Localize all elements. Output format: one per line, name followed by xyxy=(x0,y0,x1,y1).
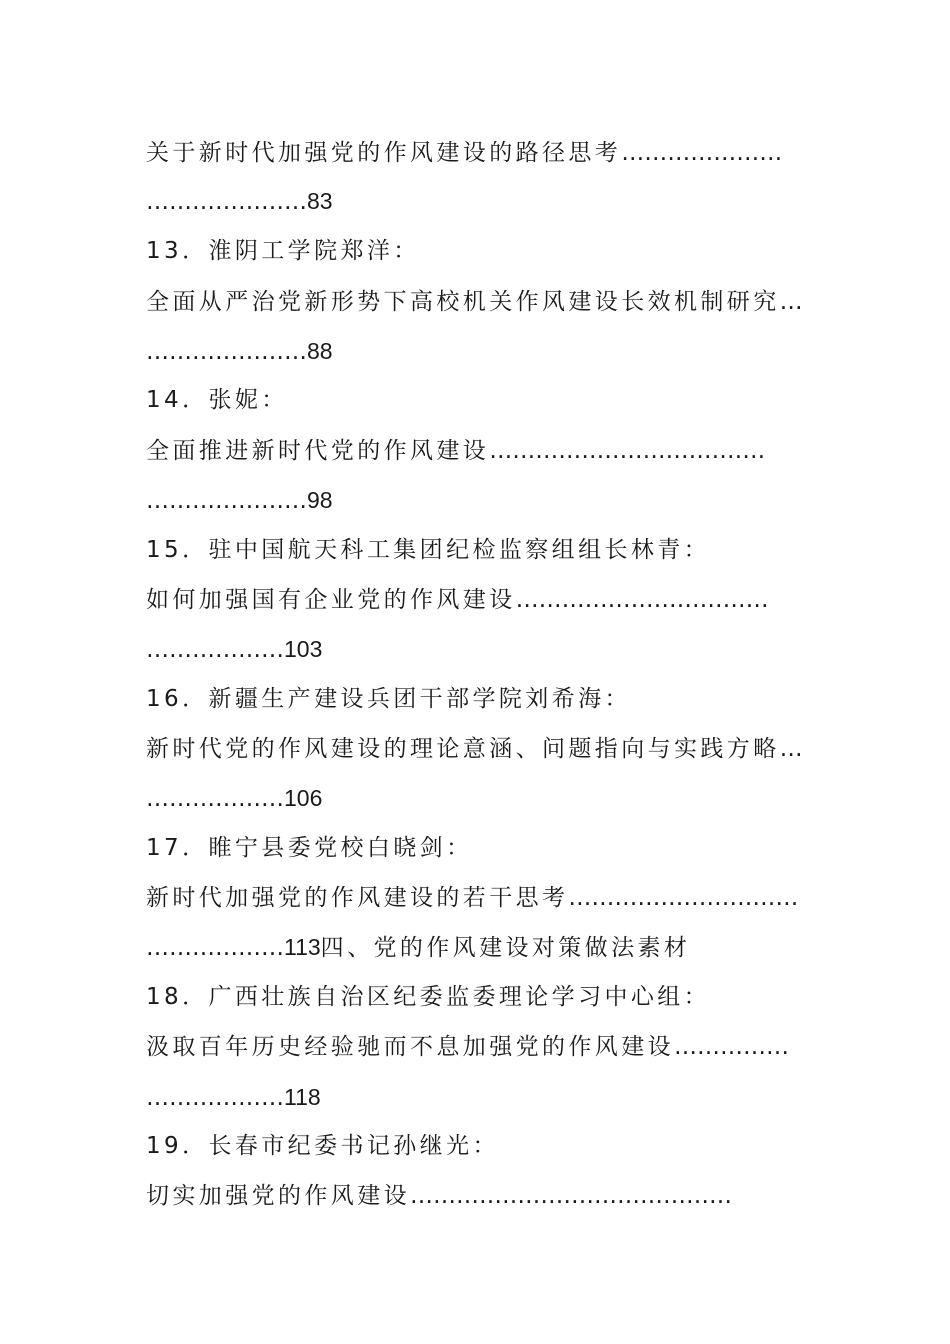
toc-author-heading: 13．淮阴工学院郑洋： xyxy=(146,238,420,264)
toc-page-line xyxy=(146,783,322,814)
toc-leader-dots: …………… xyxy=(674,1034,789,1060)
toc-leader-dots: ………………… xyxy=(621,140,783,166)
toc-title-text: 新时代党的作风建设的理论意涵、问题指向与实践方略 xyxy=(146,736,780,762)
toc-leader-dots: ……………… xyxy=(146,637,284,663)
toc-title-text: 全面从严治党新形势下高校机关作风建设长效机制研究 xyxy=(146,289,780,315)
toc-page-number: 98 xyxy=(307,487,333,513)
toc-leader-dots: … xyxy=(779,289,803,315)
toc-leader-dots: … xyxy=(779,736,803,762)
toc-page-line xyxy=(146,186,333,217)
toc-title-text: 关于新时代加强党的作风建设的路径思考 xyxy=(146,140,622,166)
toc-leader-dots: …………………………… xyxy=(515,587,769,613)
toc-entry-title[interactable] xyxy=(146,734,803,764)
toc-page-line xyxy=(146,932,690,963)
toc-section-heading: 四、党的作风建设对策做法素材 xyxy=(320,935,691,961)
toc-page-line xyxy=(146,1082,321,1113)
toc-title-text: 汲取百年历史经验驰而不息加强党的作风建设 xyxy=(146,1034,674,1060)
toc-title-text: 新时代加强党的作风建设的若干思考 xyxy=(146,885,569,911)
toc-entry-title[interactable] xyxy=(146,883,798,913)
toc-leader-dots: ……………… xyxy=(146,935,284,961)
toc-author-heading: 18．广西壮族自治区纪委监委理论学习中心组： xyxy=(146,984,711,1010)
toc-title-text: 全面推进新时代党的作风建设 xyxy=(146,438,490,464)
toc-leader-dots: ……………… xyxy=(146,1085,284,1111)
toc-leader-dots: ………………………… xyxy=(568,885,799,911)
toc-page-number: 103 xyxy=(284,636,323,662)
toc-page-number: 88 xyxy=(307,338,333,364)
toc-page-line xyxy=(146,485,333,516)
toc-page-number: 83 xyxy=(307,188,333,214)
toc-page-number: 113 xyxy=(284,934,321,960)
toc-entry-title[interactable] xyxy=(146,1032,789,1062)
toc-entry-title[interactable] xyxy=(146,585,769,615)
toc-leader-dots: ………………… xyxy=(146,488,307,514)
toc-entry-title[interactable] xyxy=(146,138,782,168)
toc-entry-title[interactable] xyxy=(146,1181,732,1211)
toc-page-line xyxy=(146,336,333,367)
toc-leader-dots: ………………… xyxy=(146,189,307,215)
toc-page-number: 118 xyxy=(284,1084,321,1110)
toc-title-text: 如何加强国有企业党的作风建设 xyxy=(146,587,516,613)
toc-page-number: 106 xyxy=(284,785,323,811)
toc-author-heading: 19．长春市纪委书记孙继光： xyxy=(146,1133,499,1159)
toc-leader-dots: ……………………………… xyxy=(489,438,766,464)
toc-author-heading: 16．新疆生产建设兵团干部学院刘希海： xyxy=(146,686,631,712)
toc-entry-title[interactable] xyxy=(146,436,765,466)
toc-author-heading: 15．驻中国航天科工集团纪检监察组组长林青： xyxy=(146,537,711,563)
toc-author-heading: 17．睢宁县委党校白晓剑： xyxy=(146,835,473,861)
toc-title-text: 切实加强党的作风建设 xyxy=(146,1183,410,1209)
toc-page-line xyxy=(146,634,322,665)
toc-leader-dots: …………………………………… xyxy=(410,1183,732,1209)
toc-entry-title[interactable] xyxy=(146,287,803,317)
toc-author-heading: 14．张妮： xyxy=(146,387,288,413)
toc-leader-dots: ………………… xyxy=(146,339,307,365)
toc-leader-dots: ……………… xyxy=(146,786,284,812)
